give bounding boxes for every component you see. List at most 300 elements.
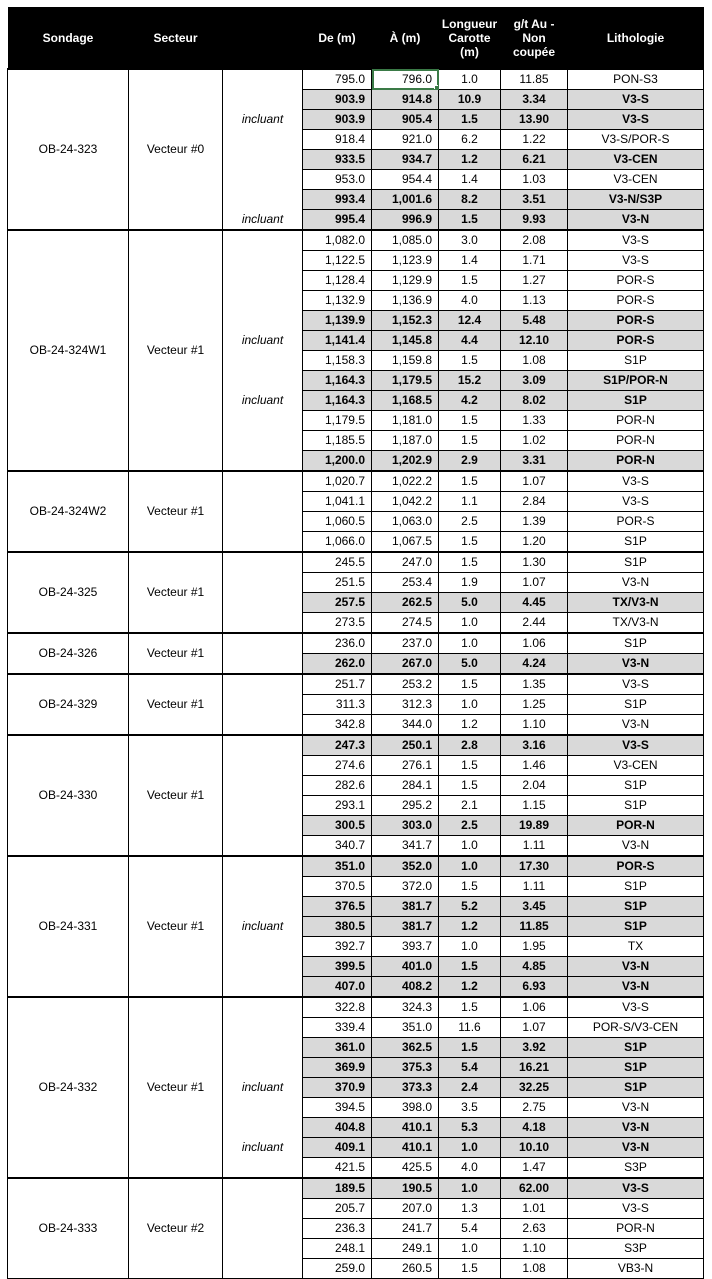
incluant-cell[interactable] xyxy=(223,431,303,451)
incluant-cell[interactable] xyxy=(223,593,303,613)
lithologie-cell[interactable]: S1P/POR-N xyxy=(568,371,704,391)
longueur-cell[interactable]: 1.5 xyxy=(439,271,501,291)
a-cell[interactable]: 1,042.2 xyxy=(372,492,439,512)
incluant-cell[interactable] xyxy=(223,471,303,492)
secteur-cell[interactable]: Vecteur #2 xyxy=(129,1178,223,1279)
incluant-cell[interactable] xyxy=(223,735,303,756)
longueur-cell[interactable]: 10.9 xyxy=(439,90,501,110)
longueur-cell[interactable]: 1.5 xyxy=(439,471,501,492)
longueur-cell[interactable]: 1.0 xyxy=(439,856,501,877)
longueur-cell[interactable]: 4.2 xyxy=(439,391,501,411)
lithologie-cell[interactable]: S1P xyxy=(568,1058,704,1078)
longueur-cell[interactable]: 2.5 xyxy=(439,816,501,836)
de-cell[interactable]: 342.8 xyxy=(303,715,372,736)
a-cell[interactable]: 381.7 xyxy=(372,897,439,917)
a-cell[interactable]: 303.0 xyxy=(372,816,439,836)
header-lithologie[interactable]: Lithologie xyxy=(568,7,704,69)
longueur-cell[interactable]: 1.5 xyxy=(439,674,501,695)
gt-au-cell[interactable]: 1.39 xyxy=(501,512,568,532)
a-cell[interactable]: 260.5 xyxy=(372,1259,439,1279)
de-cell[interactable]: 1,141.4 xyxy=(303,331,372,351)
lithologie-cell[interactable]: S1P xyxy=(568,695,704,715)
de-cell[interactable]: 399.5 xyxy=(303,957,372,977)
de-cell[interactable]: 189.5 xyxy=(303,1178,372,1199)
lithologie-cell[interactable]: S1P xyxy=(568,776,704,796)
lithologie-cell[interactable]: V3-N xyxy=(568,957,704,977)
gt-au-cell[interactable]: 2.44 xyxy=(501,613,568,634)
incluant-cell[interactable] xyxy=(223,1239,303,1259)
de-cell[interactable]: 236.3 xyxy=(303,1219,372,1239)
incluant-cell[interactable] xyxy=(223,695,303,715)
gt-au-cell[interactable]: 3.51 xyxy=(501,190,568,210)
longueur-cell[interactable]: 1.5 xyxy=(439,997,501,1018)
gt-au-cell[interactable]: 1.95 xyxy=(501,937,568,957)
incluant-cell[interactable] xyxy=(223,552,303,573)
gt-au-cell[interactable]: 3.34 xyxy=(501,90,568,110)
gt-au-cell[interactable]: 3.16 xyxy=(501,735,568,756)
gt-au-cell[interactable]: 9.93 xyxy=(501,210,568,231)
incluant-cell[interactable] xyxy=(223,451,303,472)
lithologie-cell[interactable]: TX xyxy=(568,937,704,957)
lithologie-cell[interactable]: V3-CEN xyxy=(568,756,704,776)
de-cell[interactable]: 205.7 xyxy=(303,1199,372,1219)
longueur-cell[interactable]: 5.2 xyxy=(439,897,501,917)
lithologie-cell[interactable]: POR-N xyxy=(568,411,704,431)
longueur-cell[interactable]: 1.5 xyxy=(439,351,501,371)
gt-au-cell[interactable]: 1.11 xyxy=(501,877,568,897)
incluant-cell[interactable] xyxy=(223,532,303,553)
incluant-cell[interactable] xyxy=(223,796,303,816)
longueur-cell[interactable]: 1.5 xyxy=(439,552,501,573)
de-cell[interactable]: 293.1 xyxy=(303,796,372,816)
incluant-cell[interactable] xyxy=(223,937,303,957)
a-cell[interactable]: 249.1 xyxy=(372,1239,439,1259)
a-cell[interactable]: 312.3 xyxy=(372,695,439,715)
longueur-cell[interactable]: 15.2 xyxy=(439,371,501,391)
de-cell[interactable]: 903.9 xyxy=(303,110,372,130)
de-cell[interactable]: 1,200.0 xyxy=(303,451,372,472)
incluant-cell[interactable] xyxy=(223,1038,303,1058)
gt-au-cell[interactable]: 1.15 xyxy=(501,796,568,816)
gt-au-cell[interactable]: 3.92 xyxy=(501,1038,568,1058)
incluant-cell[interactable] xyxy=(223,573,303,593)
de-cell[interactable]: 282.6 xyxy=(303,776,372,796)
longueur-cell[interactable]: 5.0 xyxy=(439,593,501,613)
lithologie-cell[interactable]: POR-N xyxy=(568,431,704,451)
lithologie-cell[interactable]: V3-S xyxy=(568,997,704,1018)
a-cell[interactable]: 274.5 xyxy=(372,613,439,634)
longueur-cell[interactable]: 4.0 xyxy=(439,291,501,311)
a-cell[interactable]: 996.9 xyxy=(372,210,439,231)
de-cell[interactable]: 370.9 xyxy=(303,1078,372,1098)
gt-au-cell[interactable]: 1.35 xyxy=(501,674,568,695)
lithologie-cell[interactable]: S1P xyxy=(568,633,704,654)
a-cell[interactable]: 1,159.8 xyxy=(372,351,439,371)
incluant-cell[interactable] xyxy=(223,1219,303,1239)
lithologie-cell[interactable]: V3-N xyxy=(568,573,704,593)
a-cell[interactable]: 1,202.9 xyxy=(372,451,439,472)
incluant-cell[interactable] xyxy=(223,816,303,836)
gt-au-cell[interactable]: 1.46 xyxy=(501,756,568,776)
de-cell[interactable]: 1,041.1 xyxy=(303,492,372,512)
gt-au-cell[interactable]: 1.01 xyxy=(501,1199,568,1219)
incluant-cell[interactable] xyxy=(223,190,303,210)
incluant-cell[interactable] xyxy=(223,90,303,110)
lithologie-cell[interactable]: S1P xyxy=(568,917,704,937)
de-cell[interactable]: 247.3 xyxy=(303,735,372,756)
longueur-cell[interactable]: 1.5 xyxy=(439,756,501,776)
incluant-cell[interactable] xyxy=(223,674,303,695)
a-cell[interactable]: 381.7 xyxy=(372,917,439,937)
de-cell[interactable]: 361.0 xyxy=(303,1038,372,1058)
lithologie-cell[interactable]: POR-N xyxy=(568,1219,704,1239)
gt-au-cell[interactable]: 11.85 xyxy=(501,917,568,937)
de-cell[interactable]: 1,128.4 xyxy=(303,271,372,291)
de-cell[interactable]: 376.5 xyxy=(303,897,372,917)
longueur-cell[interactable]: 1.0 xyxy=(439,1138,501,1158)
gt-au-cell[interactable]: 1.07 xyxy=(501,471,568,492)
de-cell[interactable]: 248.1 xyxy=(303,1239,372,1259)
gt-au-cell[interactable]: 1.22 xyxy=(501,130,568,150)
gt-au-cell[interactable]: 62.00 xyxy=(501,1178,568,1199)
longueur-cell[interactable]: 5.3 xyxy=(439,1118,501,1138)
header-blank[interactable] xyxy=(223,7,303,69)
lithologie-cell[interactable]: V3-N xyxy=(568,654,704,675)
gt-au-cell[interactable]: 3.09 xyxy=(501,371,568,391)
longueur-cell[interactable]: 1.5 xyxy=(439,957,501,977)
a-cell[interactable]: 373.3 xyxy=(372,1078,439,1098)
longueur-cell[interactable]: 2.5 xyxy=(439,512,501,532)
gt-au-cell[interactable]: 1.13 xyxy=(501,291,568,311)
incluant-cell[interactable] xyxy=(223,613,303,634)
sondage-cell[interactable]: OB-24-325 xyxy=(8,552,129,633)
gt-au-cell[interactable]: 1.06 xyxy=(501,633,568,654)
a-cell[interactable]: 241.7 xyxy=(372,1219,439,1239)
lithologie-cell[interactable]: V3-N xyxy=(568,977,704,998)
a-cell[interactable]: 1,168.5 xyxy=(372,391,439,411)
longueur-cell[interactable]: 3.0 xyxy=(439,230,501,251)
a-cell[interactable]: 1,181.0 xyxy=(372,411,439,431)
longueur-cell[interactable]: 1.5 xyxy=(439,210,501,231)
lithologie-cell[interactable]: POR-S xyxy=(568,311,704,331)
lithologie-cell[interactable]: V3-N xyxy=(568,1118,704,1138)
longueur-cell[interactable]: 1.5 xyxy=(439,110,501,130)
a-cell[interactable]: 1,001.6 xyxy=(372,190,439,210)
gt-au-cell[interactable]: 4.18 xyxy=(501,1118,568,1138)
de-cell[interactable]: 1,132.9 xyxy=(303,291,372,311)
gt-au-cell[interactable]: 1.07 xyxy=(501,573,568,593)
gt-au-cell[interactable]: 16.21 xyxy=(501,1058,568,1078)
incluant-cell[interactable] xyxy=(223,251,303,271)
gt-au-cell[interactable]: 1.25 xyxy=(501,695,568,715)
a-cell[interactable]: 1,063.0 xyxy=(372,512,439,532)
lithologie-cell[interactable]: V3-N xyxy=(568,715,704,736)
longueur-cell[interactable]: 1.5 xyxy=(439,877,501,897)
gt-au-cell[interactable]: 13.90 xyxy=(501,110,568,130)
incluant-cell[interactable] xyxy=(223,1018,303,1038)
sondage-cell[interactable]: OB-24-331 xyxy=(8,856,129,997)
gt-au-cell[interactable]: 1.11 xyxy=(501,836,568,857)
lithologie-cell[interactable]: S1P xyxy=(568,1038,704,1058)
de-cell[interactable]: 370.5 xyxy=(303,877,372,897)
lithologie-cell[interactable]: POR-S xyxy=(568,271,704,291)
incluant-cell[interactable] xyxy=(223,1199,303,1219)
a-cell[interactable]: 398.0 xyxy=(372,1098,439,1118)
incluant-cell[interactable] xyxy=(223,1259,303,1279)
lithologie-cell[interactable]: V3-N xyxy=(568,836,704,857)
de-cell[interactable]: 404.8 xyxy=(303,1118,372,1138)
longueur-cell[interactable]: 2.1 xyxy=(439,796,501,816)
longueur-cell[interactable]: 5.4 xyxy=(439,1219,501,1239)
incluant-cell[interactable]: incluant xyxy=(223,1078,303,1098)
de-cell[interactable]: 903.9 xyxy=(303,90,372,110)
de-cell[interactable]: 1,158.3 xyxy=(303,351,372,371)
gt-au-cell[interactable]: 11.85 xyxy=(501,69,568,90)
a-cell[interactable]: 324.3 xyxy=(372,997,439,1018)
incluant-cell[interactable] xyxy=(223,654,303,675)
incluant-cell[interactable]: incluant xyxy=(223,210,303,231)
secteur-cell[interactable]: Vecteur #1 xyxy=(129,856,223,997)
longueur-cell[interactable]: 1.2 xyxy=(439,715,501,736)
a-cell[interactable]: 1,187.0 xyxy=(372,431,439,451)
de-cell[interactable]: 407.0 xyxy=(303,977,372,998)
secteur-cell[interactable]: Vecteur #1 xyxy=(129,552,223,633)
gt-au-cell[interactable]: 32.25 xyxy=(501,1078,568,1098)
de-cell[interactable]: 262.0 xyxy=(303,654,372,675)
lithologie-cell[interactable]: V3-N/S3P xyxy=(568,190,704,210)
longueur-cell[interactable]: 1.5 xyxy=(439,1259,501,1279)
incluant-cell[interactable] xyxy=(223,351,303,371)
de-cell[interactable]: 311.3 xyxy=(303,695,372,715)
lithologie-cell[interactable]: S1P xyxy=(568,796,704,816)
de-cell[interactable]: 918.4 xyxy=(303,130,372,150)
gt-au-cell[interactable]: 1.33 xyxy=(501,411,568,431)
de-cell[interactable]: 795.0 xyxy=(303,69,372,90)
a-cell[interactable]: 276.1 xyxy=(372,756,439,776)
a-cell[interactable]: 921.0 xyxy=(372,130,439,150)
de-cell[interactable]: 1,060.5 xyxy=(303,512,372,532)
lithologie-cell[interactable]: POR-N xyxy=(568,816,704,836)
sondage-cell[interactable]: OB-24-324W2 xyxy=(8,471,129,552)
incluant-cell[interactable]: incluant xyxy=(223,917,303,937)
de-cell[interactable]: 993.4 xyxy=(303,190,372,210)
longueur-cell[interactable]: 1.0 xyxy=(439,633,501,654)
longueur-cell[interactable]: 1.5 xyxy=(439,1038,501,1058)
de-cell[interactable]: 251.5 xyxy=(303,573,372,593)
gt-au-cell[interactable]: 3.45 xyxy=(501,897,568,917)
incluant-cell[interactable] xyxy=(223,977,303,998)
gt-au-cell[interactable]: 1.08 xyxy=(501,351,568,371)
incluant-cell[interactable] xyxy=(223,877,303,897)
incluant-cell[interactable] xyxy=(223,371,303,391)
lithologie-cell[interactable]: V3-S xyxy=(568,90,704,110)
lithologie-cell[interactable]: S1P xyxy=(568,532,704,553)
lithologie-cell[interactable]: V3-N xyxy=(568,1138,704,1158)
lithologie-cell[interactable]: V3-S xyxy=(568,735,704,756)
longueur-cell[interactable]: 1.2 xyxy=(439,917,501,937)
gt-au-cell[interactable]: 1.10 xyxy=(501,1239,568,1259)
longueur-cell[interactable]: 1.9 xyxy=(439,573,501,593)
a-cell[interactable]: 1,145.8 xyxy=(372,331,439,351)
lithologie-cell[interactable]: S1P xyxy=(568,391,704,411)
longueur-cell[interactable]: 11.6 xyxy=(439,1018,501,1038)
de-cell[interactable]: 1,139.9 xyxy=(303,311,372,331)
lithologie-cell[interactable]: V3-S xyxy=(568,110,704,130)
longueur-cell[interactable]: 1.1 xyxy=(439,492,501,512)
gt-au-cell[interactable]: 1.08 xyxy=(501,1259,568,1279)
incluant-cell[interactable] xyxy=(223,492,303,512)
incluant-cell[interactable] xyxy=(223,756,303,776)
de-cell[interactable]: 273.5 xyxy=(303,613,372,634)
de-cell[interactable]: 236.0 xyxy=(303,633,372,654)
longueur-cell[interactable]: 1.3 xyxy=(439,1199,501,1219)
de-cell[interactable]: 380.5 xyxy=(303,917,372,937)
a-cell[interactable]: 393.7 xyxy=(372,937,439,957)
longueur-cell[interactable]: 5.0 xyxy=(439,654,501,675)
gt-au-cell[interactable]: 4.85 xyxy=(501,957,568,977)
a-cell[interactable]: 954.4 xyxy=(372,170,439,190)
secteur-cell[interactable]: Vecteur #1 xyxy=(129,997,223,1178)
gt-au-cell[interactable]: 1.10 xyxy=(501,715,568,736)
longueur-cell[interactable]: 1.4 xyxy=(439,251,501,271)
incluant-cell[interactable] xyxy=(223,856,303,877)
de-cell[interactable]: 409.1 xyxy=(303,1138,372,1158)
gt-au-cell[interactable]: 1.27 xyxy=(501,271,568,291)
sondage-cell[interactable]: OB-24-323 xyxy=(8,69,129,230)
a-cell[interactable]: 408.2 xyxy=(372,977,439,998)
lithologie-cell[interactable]: POR-N xyxy=(568,451,704,472)
header-sondage[interactable]: Sondage xyxy=(8,7,129,69)
lithologie-cell[interactable]: S3P xyxy=(568,1158,704,1179)
incluant-cell[interactable] xyxy=(223,997,303,1018)
gt-au-cell[interactable]: 1.47 xyxy=(501,1158,568,1179)
longueur-cell[interactable]: 1.2 xyxy=(439,150,501,170)
longueur-cell[interactable]: 1.0 xyxy=(439,69,501,90)
lithologie-cell[interactable]: V3-S xyxy=(568,471,704,492)
de-cell[interactable]: 351.0 xyxy=(303,856,372,877)
a-cell[interactable]: 1,179.5 xyxy=(372,371,439,391)
incluant-cell[interactable]: incluant xyxy=(223,391,303,411)
longueur-cell[interactable]: 4.0 xyxy=(439,1158,501,1179)
lithologie-cell[interactable]: POR-S xyxy=(568,331,704,351)
de-cell[interactable]: 392.7 xyxy=(303,937,372,957)
lithologie-cell[interactable]: S1P xyxy=(568,877,704,897)
gt-au-cell[interactable]: 12.10 xyxy=(501,331,568,351)
a-cell[interactable]: 1,067.5 xyxy=(372,532,439,553)
gt-au-cell[interactable]: 2.84 xyxy=(501,492,568,512)
longueur-cell[interactable]: 1.4 xyxy=(439,170,501,190)
a-cell[interactable]: 352.0 xyxy=(372,856,439,877)
incluant-cell[interactable] xyxy=(223,1158,303,1179)
longueur-cell[interactable]: 6.2 xyxy=(439,130,501,150)
gt-au-cell[interactable]: 1.06 xyxy=(501,997,568,1018)
de-cell[interactable]: 340.7 xyxy=(303,836,372,857)
a-cell[interactable]: 375.3 xyxy=(372,1058,439,1078)
header-longueur[interactable]: Longueur Carotte (m) xyxy=(439,7,501,69)
de-cell[interactable]: 369.9 xyxy=(303,1058,372,1078)
lithologie-cell[interactable]: TX/V3-N xyxy=(568,613,704,634)
incluant-cell[interactable] xyxy=(223,836,303,857)
a-cell[interactable]: 914.8 xyxy=(372,90,439,110)
incluant-cell[interactable]: incluant xyxy=(223,1138,303,1158)
incluant-cell[interactable] xyxy=(223,715,303,736)
longueur-cell[interactable]: 1.5 xyxy=(439,532,501,553)
lithologie-cell[interactable]: S3P xyxy=(568,1239,704,1259)
de-cell[interactable]: 1,164.3 xyxy=(303,391,372,411)
header-de[interactable]: De (m) xyxy=(303,7,372,69)
a-cell[interactable]: 905.4 xyxy=(372,110,439,130)
de-cell[interactable]: 274.6 xyxy=(303,756,372,776)
a-cell[interactable]: 295.2 xyxy=(372,796,439,816)
longueur-cell[interactable]: 4.4 xyxy=(439,331,501,351)
longueur-cell[interactable]: 2.9 xyxy=(439,451,501,472)
secteur-cell[interactable]: Vecteur #1 xyxy=(129,633,223,674)
de-cell[interactable]: 251.7 xyxy=(303,674,372,695)
longueur-cell[interactable]: 5.4 xyxy=(439,1058,501,1078)
gt-au-cell[interactable]: 1.20 xyxy=(501,532,568,553)
a-cell[interactable]: 284.1 xyxy=(372,776,439,796)
incluant-cell[interactable] xyxy=(223,170,303,190)
incluant-cell[interactable] xyxy=(223,130,303,150)
longueur-cell[interactable]: 8.2 xyxy=(439,190,501,210)
a-cell[interactable]: 425.5 xyxy=(372,1158,439,1179)
lithologie-cell[interactable]: TX/V3-N xyxy=(568,593,704,613)
a-cell[interactable]: 267.0 xyxy=(372,654,439,675)
header-gt-au[interactable]: g/t Au - Non coupée xyxy=(501,7,568,69)
a-cell[interactable]: 410.1 xyxy=(372,1138,439,1158)
longueur-cell[interactable]: 1.0 xyxy=(439,937,501,957)
de-cell[interactable]: 421.5 xyxy=(303,1158,372,1179)
lithologie-cell[interactable]: V3-N xyxy=(568,1098,704,1118)
lithologie-cell[interactable]: VB3-N xyxy=(568,1259,704,1279)
de-cell[interactable]: 1,082.0 xyxy=(303,230,372,251)
gt-au-cell[interactable]: 1.30 xyxy=(501,552,568,573)
incluant-cell[interactable] xyxy=(223,1178,303,1199)
incluant-cell[interactable] xyxy=(223,271,303,291)
incluant-cell[interactable]: incluant xyxy=(223,110,303,130)
a-cell[interactable]: 262.5 xyxy=(372,593,439,613)
incluant-cell[interactable] xyxy=(223,1058,303,1078)
longueur-cell[interactable]: 1.5 xyxy=(439,411,501,431)
longueur-cell[interactable]: 1.0 xyxy=(439,1178,501,1199)
a-cell[interactable]: 351.0 xyxy=(372,1018,439,1038)
sondage-cell[interactable]: OB-24-332 xyxy=(8,997,129,1178)
lithologie-cell[interactable]: POR-S/V3-CEN xyxy=(568,1018,704,1038)
a-cell[interactable]: 207.0 xyxy=(372,1199,439,1219)
lithologie-cell[interactable]: V3-S xyxy=(568,1178,704,1199)
de-cell[interactable]: 1,179.5 xyxy=(303,411,372,431)
lithologie-cell[interactable]: S1P xyxy=(568,351,704,371)
a-cell[interactable]: 401.0 xyxy=(372,957,439,977)
de-cell[interactable]: 1,020.7 xyxy=(303,471,372,492)
gt-au-cell[interactable]: 6.93 xyxy=(501,977,568,998)
de-cell[interactable]: 394.5 xyxy=(303,1098,372,1118)
gt-au-cell[interactable]: 6.21 xyxy=(501,150,568,170)
a-cell[interactable]: 344.0 xyxy=(372,715,439,736)
lithologie-cell[interactable]: V3-S/POR-S xyxy=(568,130,704,150)
header-secteur[interactable]: Secteur xyxy=(129,7,223,69)
longueur-cell[interactable]: 1.5 xyxy=(439,776,501,796)
sondage-cell[interactable]: OB-24-326 xyxy=(8,633,129,674)
gt-au-cell[interactable]: 2.04 xyxy=(501,776,568,796)
longueur-cell[interactable]: 2.4 xyxy=(439,1078,501,1098)
secteur-cell[interactable]: Vecteur #1 xyxy=(129,674,223,735)
lithologie-cell[interactable]: V3-N xyxy=(568,210,704,231)
a-cell[interactable]: 410.1 xyxy=(372,1118,439,1138)
incluant-cell[interactable] xyxy=(223,1098,303,1118)
incluant-cell[interactable] xyxy=(223,776,303,796)
lithologie-cell[interactable]: POR-S xyxy=(568,856,704,877)
